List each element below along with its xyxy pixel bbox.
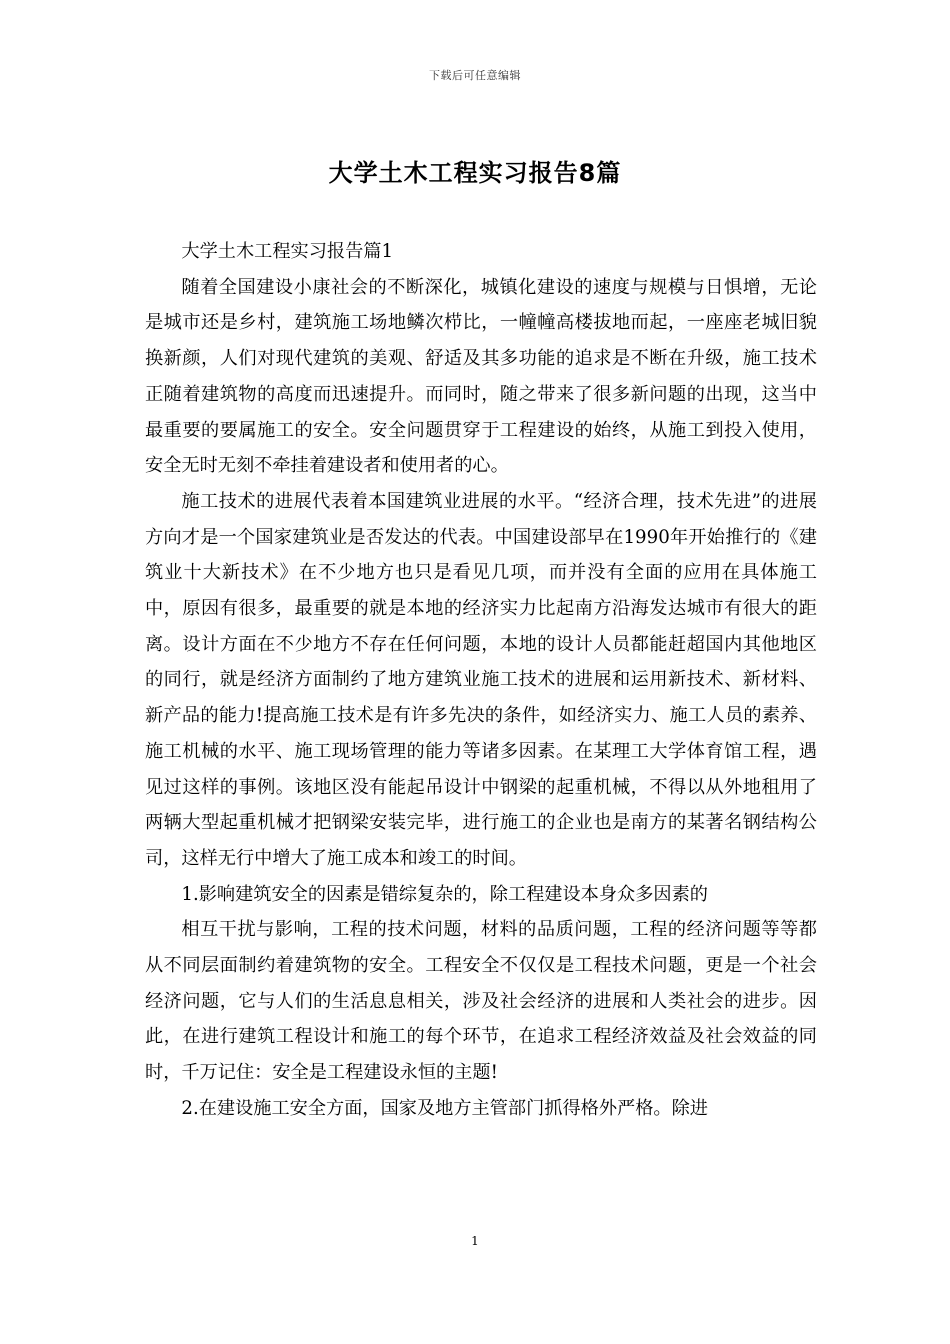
- page-number: 1: [471, 1234, 479, 1248]
- body-paragraph: 随着全国建设小康社会的不断深化，城镇化建设的速度与规模与日惧增，无论是城市还是乡村，建筑施工场地鳞次栉比，一幢幢高楼拔地而起，一座座老城旧貌换新颜，人们对现代建筑的美观、舒适及其多功能的追求是不断在升级，施工技术正随着建筑物的高度而迅速提升。而同时，随之带来了很多新问题的出现，这当中最重要的要属施工的安全。安全问题贯穿于工程建设的始终，从施工到投入使用，安全无时无刻不牵挂着建设者和使用者的心。: [145, 276, 817, 477]
- body-paragraph: 施工技术的进展代表着本国建筑业进展的水平。“经济合理，技术先进”的进展方向才是一个国家建筑业是否发达的代表。中国建设部早在1990年开始推行的《建筑业十大新技术》在不少地方也只是看见几项，而并没有全面的应用在具体施工中，原因有很多，最重要的就是本地的经济实力比起南方沿海发达城市有很大的距离。设计方面在不少地方不存在任何问题，本地的设计人员都能赶超国内其他地区的同行，就是经济方面制约了地方建筑业施工技术的进展和运用新技术、新材料、新产品的能力!提高施工技术是有许多先决的条件，如经济实力、施工人员的素养、施工机械的水平、施工现场管理的能力等诸多因素。在某理工大学体育馆工程，遇见过这样的事例。该地区没有能起吊设计中钢梁的起重机械，不得以从外地租用了两辆大型起重机械才把钢梁安装完毕，进行施工的企业也是南方的某著名钢结构公司，这样无行中增大了施工成本和竣工的时间。: [145, 490, 817, 869]
- numbered-paragraph: 1.影响建筑安全的因素是错综复杂的，除工程建设本身众多因素的: [181, 883, 708, 905]
- document-body: [145, 234, 817, 1127]
- numbered-paragraph: 2.在建设施工安全方面，国家及地方主管部门抓得格外严格。除进: [181, 1097, 708, 1119]
- document-title: 大学土木工程实习报告8篇: [328, 159, 622, 187]
- body-paragraph: 相互干扰与影响，工程的技术问题，材料的品质问题，工程的经济问题等等都从不同层面制约着建筑物的安全。工程安全不仅仅是工程技术问题，更是一个社会经济问题，它与人们的生活息息相关，涉及社会经济的进展和人类社会的进步。因此，在进行建筑工程设计和施工的每个环节，在追求工程经济效益及社会效益的同时，千万记住：安全是工程建设永恒的主题!: [145, 919, 817, 1084]
- section-heading: 大学土木工程实习报告篇1: [181, 241, 394, 262]
- header-note: 下载后可任意编辑: [429, 69, 521, 82]
